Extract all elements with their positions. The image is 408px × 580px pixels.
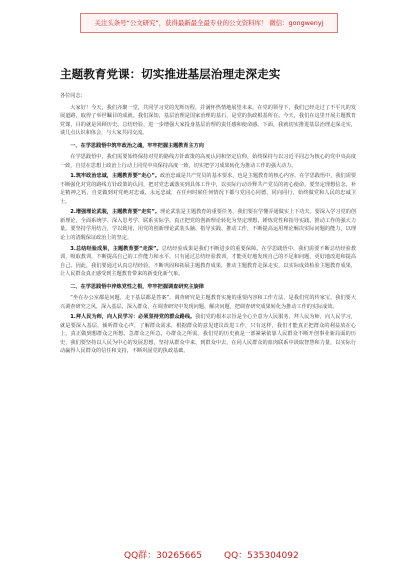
document-body <box>60 92 356 358</box>
item-lead: 3.总结经验成果，主题教育要“走深”。 <box>70 245 162 252</box>
greeting: 各位同志： <box>60 93 86 99</box>
item-lead: 1.筑牢政治忠诚，主题教育要“走心”。 <box>70 173 161 180</box>
section-1-paragraph: 在学思践悟中，我们需要始终保持对党的路线方针政策的高度认同和坚定信仰，始终保持与以习近平同志为核心的党中央高度一致，自觉在思想上政治上行动上同党中央保持高度一致，切实把学习成果转化为推动工作的强大动力。 <box>60 154 356 169</box>
item-body: 理论武装是主题教育的重要任务，我们要在学懂弄通做实上下功夫。要深入学习党的创新理论，全面系统学、深入思考学、联系实际学，真正把党的创新理论转化为坚定理想、锤炼党性和指导实践、推动工作的强大力量。要坚持学用结合，学以致用，用党的创新理论武装头脑、指导实践、推动工作，不断提高运用理论解决实际问题的能力，以理论上的清醒保证政治上的坚定。 <box>60 209 356 241</box>
section-1-heading: 一、在学思践悟中筑牢政治之魂，牢牢把握主题教育主方向 <box>70 142 204 149</box>
item-lead: 2.增强理论武装，主题教育要“走实”。 <box>70 209 161 216</box>
intro-paragraph: 大家好！今天，我们齐聚一堂，共同学习党的光辉历程，并满怀热情地展望未来。在党的领导下，我们已经走过了不平凡的发展道路，取得了举世瞩目的成就。我们深知，基层治理是国家治理的基石，是党的执政根基所在。今天，我们在这里开展主题教育党课，目的就是回顾历史、总结经验，进一步增强大家投身基层治理的责任感和使命感。下面，我就切实推进基层治理走深走实，谈几点认识和体会，与大家共同交流。 <box>60 104 356 136</box>
item-body: 政治忠诚是共产党员的基本要求，也是主题教育的核心内容。在学思践悟中，我们需要不断强化对党的路线方针政策的认同，把对党忠诚落实到具体工作中，以实际行动诠释共产党员的初心使命。要坚定理想信念，补足精神之钙，自觉做到对党绝对忠诚、永远忠诚，在任何时候任何情况下都与党同心同德、同向同行，始终做党和人民的忠诚卫士。 <box>60 173 356 205</box>
promo-banner: 关注头条号“公文研究”，获得最新最全最专业的公文资料库！ 微信：gongwenyj <box>80 13 338 33</box>
section-1-item <box>60 208 356 242</box>
section-1-item <box>60 172 356 206</box>
section-1-item <box>60 245 356 279</box>
item-body: 我们党的根本宗旨是全心全意为人民服务，拜人民为师，向人民学习，就是要深入基层、倾听群众心声，了解群众需求，根据群众的意见建议改进工作，只有这样，我们才能真正把群众的利益放在心上，真正做到想群众之所想、急群众之所急、办群众之所需。我们党的历史就是一部紧紧依靠人民群众不断开创事业新局面的历史，我们要坚持以人民为中心的发展思想，坚持从群众中来、到群众中去，在同人民群众的血肉联系中汲取智慧和力量，以实际行动赢得人民群众的信任和支持，不断巩固党的执政基础。 <box>60 314 357 355</box>
qq-group-number: QQ群：30265665 <box>124 551 202 561</box>
section-2-paragraph: “坐在办公室都是问题，走下基层都是答案”。调查研究是主题教育实施的重要内容和工作方法，是我们党的传家宝。我们要大兴调查研究之风，深入基层、深入群众，在调查研究中发现问题、解决问题，把调查研究成果转化为推动工作的实际成效。 <box>60 295 356 310</box>
item-body: 总结经验成果是我们不断进步的重要保障。在学思践悟中，我们需要不断总结经验教训，吸取教训，不断提高自己的工作能力和水平。只有通过总结经验教训，才能更好地发现自己的不足和问题，更好地改进和提高自己。因此，我们要通过认真总结经验，不断巩固和拓展主题教育成果，推动主题教育走深走实，以实际成效检验主题教育成果，让人民群众真正感受到主题教育带来的新变化新气象。 <box>60 245 356 278</box>
section-2-item <box>60 313 356 356</box>
item-lead: 1.拜人民为师，向人民学习：必须坚持党的群众路线。 <box>70 314 196 321</box>
section-2-heading: 二、在学思践悟中淬炼党性之根，牢牢把握调查研究主旋律 <box>70 283 204 290</box>
qq-number: QQ：535304092 <box>224 551 299 561</box>
document-title: 主题教育党课：切实推进基层治理走深走实 <box>60 67 281 81</box>
